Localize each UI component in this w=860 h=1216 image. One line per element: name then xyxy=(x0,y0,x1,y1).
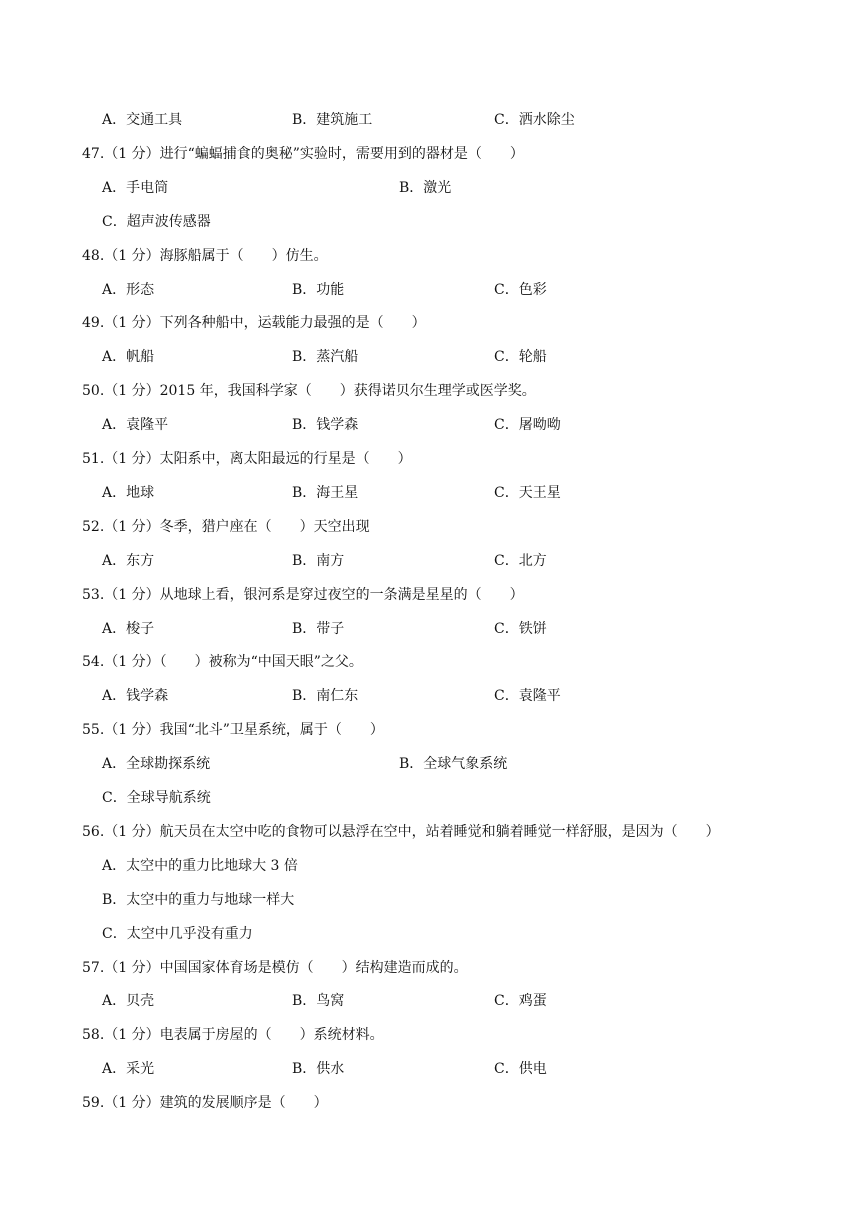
answer-option[interactable]: B．全球气象系统 xyxy=(399,756,508,772)
answer-option[interactable]: C．北方 xyxy=(494,553,547,569)
option-row xyxy=(0,686,860,706)
question-label: 54.（1 分）（ ）被称为“中国天眼”之父。 xyxy=(82,654,363,670)
question-label: 58.（1 分）电表属于房屋的（ ）系统材料。 xyxy=(82,1027,384,1043)
answer-option[interactable]: B．南方 xyxy=(292,553,345,569)
answer-option[interactable]: A．太空中的重力比地球大 3 倍 xyxy=(102,858,298,874)
answer-option[interactable]: C．全球导航系统 xyxy=(102,790,211,806)
option-row xyxy=(0,551,860,571)
question-label: 51.（1 分）太阳系中，离太阳最远的行星是（ ） xyxy=(82,451,412,467)
answer-option[interactable]: C．色彩 xyxy=(494,282,547,298)
option-row xyxy=(0,991,860,1011)
question-text xyxy=(0,720,860,740)
question-label: 49.（1 分）下列各种船中，运载能力最强的是（ ） xyxy=(82,315,426,331)
option-row xyxy=(0,212,860,232)
option-row xyxy=(0,280,860,300)
option-row xyxy=(0,1059,860,1079)
answer-option[interactable]: C．天王星 xyxy=(494,485,561,501)
question-label: 59.（1 分）建筑的发展顺序是（ ） xyxy=(82,1095,328,1111)
question-text xyxy=(0,652,860,672)
question-label: 47.（1 分）进行“蝙蝠捕食的奥秘”实验时，需要用到的器材是（ ） xyxy=(82,146,524,162)
option-row xyxy=(0,754,860,774)
answer-option[interactable]: C．袁隆平 xyxy=(494,688,561,704)
question-text xyxy=(0,585,860,605)
answer-option[interactable]: C．洒水除尘 xyxy=(494,112,575,128)
option-row xyxy=(0,483,860,503)
question-text xyxy=(0,1025,860,1045)
answer-option[interactable]: B．蒸汽船 xyxy=(292,349,359,365)
answer-option[interactable]: C．鸡蛋 xyxy=(494,993,547,1009)
answer-option[interactable]: A．帆船 xyxy=(102,349,155,365)
question-label: 53.（1 分）从地球上看，银河系是穿过夜空的一条满是星星的（ ） xyxy=(82,587,524,603)
question-text xyxy=(0,449,860,469)
answer-option[interactable]: B．鸟窝 xyxy=(292,993,345,1009)
answer-option[interactable]: B．海王星 xyxy=(292,485,359,501)
answer-option[interactable]: C．屠呦呦 xyxy=(494,417,561,433)
question-label: 56.（1 分）航天员在太空中吃的食物可以悬浮在空中，站着睡觉和躺着睡觉一样舒服，是因为（ ） xyxy=(82,824,720,840)
answer-option[interactable]: A．交通工具 xyxy=(102,112,183,128)
question-text xyxy=(0,246,860,266)
answer-option[interactable]: B．太空中的重力与地球一样大 xyxy=(102,892,295,908)
answer-option[interactable]: A．贝壳 xyxy=(102,993,155,1009)
answer-option[interactable]: A．东方 xyxy=(102,553,155,569)
question-text xyxy=(0,144,860,164)
answer-option[interactable]: B．建筑施工 xyxy=(292,112,373,128)
answer-option[interactable]: B．带子 xyxy=(292,621,345,637)
answer-option[interactable]: C．轮船 xyxy=(494,349,547,365)
question-label: 48.（1 分）海豚船属于（ ）仿生。 xyxy=(82,248,328,264)
answer-option[interactable]: A．袁隆平 xyxy=(102,417,169,433)
answer-option[interactable]: C．超声波传感器 xyxy=(102,214,211,230)
answer-option[interactable]: C．供电 xyxy=(494,1061,547,1077)
question-text xyxy=(0,1093,860,1113)
answer-option[interactable]: A．全球勘探系统 xyxy=(102,756,211,772)
question-text xyxy=(0,517,860,537)
answer-option[interactable]: B．激光 xyxy=(399,180,452,196)
question-label: 57.（1 分）中国国家体育场是模仿（ ）结构建造而成的。 xyxy=(82,960,468,976)
option-row xyxy=(0,856,860,876)
answer-option[interactable]: A．梭子 xyxy=(102,621,155,637)
answer-option[interactable]: B．钱学森 xyxy=(292,417,359,433)
answer-option[interactable]: A．形态 xyxy=(102,282,155,298)
answer-option[interactable]: A．采光 xyxy=(102,1061,155,1077)
answer-option[interactable]: B．南仁东 xyxy=(292,688,359,704)
question-label: 52.（1 分）冬季，猎户座在（ ）天空出现 xyxy=(82,519,370,535)
answer-option[interactable]: C．铁饼 xyxy=(494,621,547,637)
option-row xyxy=(0,788,860,808)
option-row xyxy=(0,110,860,130)
question-text xyxy=(0,381,860,401)
answer-option[interactable]: A．钱学森 xyxy=(102,688,169,704)
question-label: 50.（1 分）2015 年，我国科学家（ ）获得诺贝尔生理学或医学奖。 xyxy=(82,383,536,399)
answer-option[interactable]: B．供水 xyxy=(292,1061,345,1077)
answer-option[interactable]: A．地球 xyxy=(102,485,155,501)
question-text xyxy=(0,822,860,842)
option-row xyxy=(0,178,860,198)
option-row xyxy=(0,415,860,435)
question-text xyxy=(0,313,860,333)
answer-option[interactable]: C．太空中几乎没有重力 xyxy=(102,926,253,942)
option-row xyxy=(0,347,860,367)
option-row xyxy=(0,890,860,910)
option-row xyxy=(0,619,860,639)
answer-option[interactable]: A．手电筒 xyxy=(102,180,169,196)
option-row xyxy=(0,924,860,944)
question-label: 55.（1 分）我国“北斗”卫星系统，属于（ ） xyxy=(82,722,384,738)
answer-option[interactable]: B．功能 xyxy=(292,282,345,298)
question-text xyxy=(0,958,860,978)
